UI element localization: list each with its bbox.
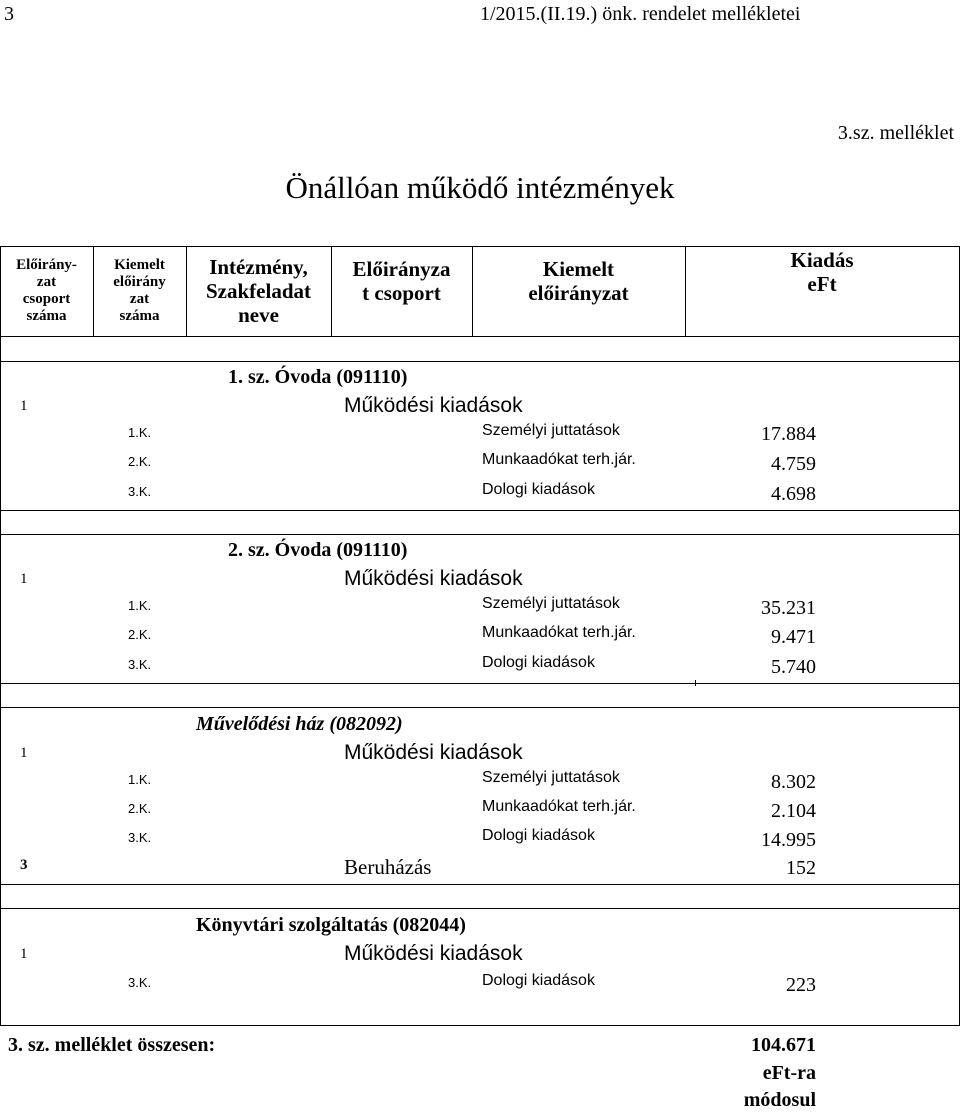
group-label: Működési kiadások xyxy=(344,394,523,417)
group-number: 1 xyxy=(20,745,28,761)
line-code: 1.K. xyxy=(128,598,152,613)
annex-label: 3.sz. melléklet xyxy=(837,122,954,144)
header-col-institution: Intézmény, Szakfeladat neve xyxy=(206,255,311,327)
line-code: 3.K. xyxy=(128,975,152,990)
group-number: 1 xyxy=(20,946,28,962)
line-amount: 9.471 xyxy=(771,626,816,648)
group-number: 3 xyxy=(20,857,28,873)
line-amount: 35.231 xyxy=(761,597,816,619)
line-label: Dologi kiadások xyxy=(482,972,595,989)
group-number: 1 xyxy=(20,398,28,414)
group-number: 1 xyxy=(20,571,28,587)
line-code: 3.K. xyxy=(128,657,152,672)
line-label: Személyi juttatások xyxy=(482,595,620,612)
total-label: 3. sz. melléklet összesen: xyxy=(8,1034,216,1056)
section-title: 2. sz. Óvoda (091110) xyxy=(228,539,408,561)
header-col-group-no: Előirány- zat csoport száma xyxy=(16,257,77,324)
page-title: Önállóan működő intézmények xyxy=(285,170,675,205)
line-label: Munkaadókat terh.jár. xyxy=(482,451,636,468)
line-label: Személyi juttatások xyxy=(482,769,620,786)
line-code: 1.K. xyxy=(128,772,152,787)
line-code: 2.K. xyxy=(128,801,152,816)
running-header: 1/2015.(II.19.) önk. rendelet mellékletei xyxy=(480,3,801,25)
header-col-kiemelt-no: Kiemelt előirány zat száma xyxy=(113,257,166,324)
line-label: Dologi kiadások xyxy=(482,481,595,498)
line-amount: 4.759 xyxy=(771,453,816,475)
page-number: 3 xyxy=(4,3,14,25)
line-amount: 4.698 xyxy=(771,483,816,505)
group-label: Működési kiadások xyxy=(344,567,523,590)
line-amount: 223 xyxy=(786,974,816,996)
total-suffix-2: módosul xyxy=(743,1089,816,1111)
line-code: 1.K. xyxy=(128,425,152,440)
section-title: Könyvtári szolgáltatás (082044) xyxy=(196,914,466,936)
header-col-group: Előirányza t csoport xyxy=(352,257,451,305)
line-amount: 14.995 xyxy=(761,829,816,851)
total-amount: 104.671 xyxy=(751,1034,816,1056)
group-label: Működési kiadások xyxy=(344,741,523,764)
header-col-kiemelt: Kiemelt előirányzat xyxy=(528,257,629,305)
line-amount: 5.740 xyxy=(771,656,816,678)
group-label: Működési kiadások xyxy=(344,942,523,965)
line-label: Dologi kiadások xyxy=(482,654,595,671)
line-code: 3.K. xyxy=(128,484,152,499)
line-amount: 8.302 xyxy=(771,771,816,793)
line-amount: 2.104 xyxy=(771,800,816,822)
line-code: 3.K. xyxy=(128,830,152,845)
header-col-amount: Kiadás eFt xyxy=(790,248,854,296)
line-amount: 152 xyxy=(786,857,816,879)
line-label: Munkaadókat terh.jár. xyxy=(482,798,636,815)
line-label: Személyi juttatások xyxy=(482,422,620,439)
section-title: Művelődési ház (082092) xyxy=(196,713,403,735)
section-title: 1. sz. Óvoda (091110) xyxy=(228,366,408,388)
total-suffix-1: eFt-ra xyxy=(762,1062,816,1084)
line-code: 2.K. xyxy=(128,627,152,642)
group-label: Beruházás xyxy=(344,855,432,879)
line-amount: 17.884 xyxy=(761,423,816,445)
line-code: 2.K. xyxy=(128,454,152,469)
line-label: Dologi kiadások xyxy=(482,827,595,844)
line-label: Munkaadókat terh.jár. xyxy=(482,624,636,641)
